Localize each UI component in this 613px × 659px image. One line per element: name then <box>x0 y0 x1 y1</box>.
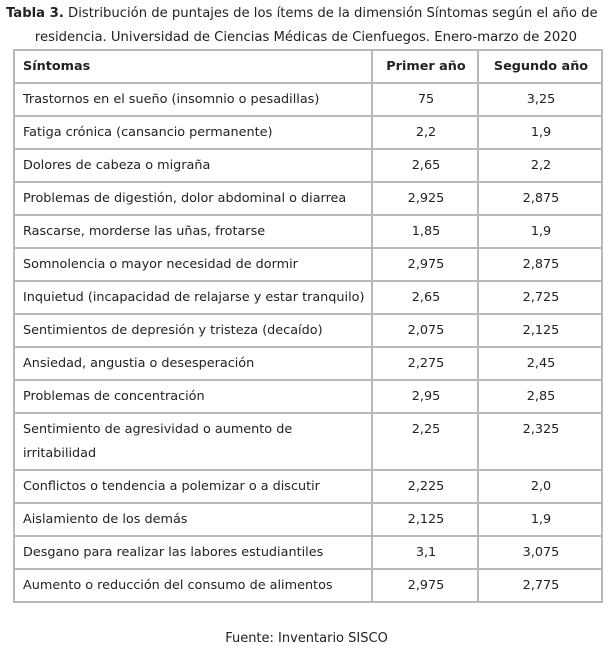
table-row <box>14 314 602 347</box>
symptom-cell: Sentimiento de agresividad o aumento de irritabilidad <box>14 413 372 470</box>
second-year-cell: 3,075 <box>478 536 602 569</box>
first-year-cell: 2,275 <box>372 347 478 380</box>
second-year-cell: 2,125 <box>478 314 602 347</box>
header-symptoms: Síntomas <box>14 50 372 83</box>
second-year-cell: 2,2 <box>478 149 602 182</box>
first-year-cell: 1,85 <box>372 215 478 248</box>
second-year-cell: 2,0 <box>478 470 602 503</box>
table-header-row <box>14 50 602 83</box>
table-row <box>14 215 602 248</box>
first-year-cell: 2,65 <box>372 149 478 182</box>
symptom-cell: Conflictos o tendencia a polemizar o a discutir <box>14 470 372 503</box>
first-year-cell: 2,65 <box>372 281 478 314</box>
symptom-cell: Fatiga crónica (cansancio permanente) <box>14 116 372 149</box>
table-row <box>14 248 602 281</box>
symptom-cell: Dolores de cabeza o migraña <box>14 149 372 182</box>
first-year-cell: 2,125 <box>372 503 478 536</box>
second-year-cell: 1,9 <box>478 215 602 248</box>
second-year-cell: 2,875 <box>478 182 602 215</box>
symptom-cell: Inquietud (incapacidad de relajarse y estar tranquilo) <box>14 281 372 314</box>
second-year-cell: 2,45 <box>478 347 602 380</box>
second-year-cell: 2,875 <box>478 248 602 281</box>
table-row <box>14 380 602 413</box>
first-year-cell: 2,95 <box>372 380 478 413</box>
second-year-cell: 2,85 <box>478 380 602 413</box>
table-row <box>14 503 602 536</box>
caption-text-line2: residencia. Universidad de Ciencias Médicas de Cienfuegos. Enero-marzo de 2020 <box>34 30 578 45</box>
second-year-cell: 1,9 <box>478 116 602 149</box>
second-year-cell: 3,25 <box>478 83 602 116</box>
first-year-cell: 3,1 <box>372 536 478 569</box>
symptom-cell: Ansiedad, angustia o desesperación <box>14 347 372 380</box>
caption-text-line1: Distribución de puntajes de los ítems de la dimensión Síntomas según el año de <box>68 6 598 21</box>
second-year-cell: 1,9 <box>478 503 602 536</box>
table-row <box>14 413 602 470</box>
second-year-cell: 2,325 <box>478 413 602 470</box>
second-year-cell: 2,775 <box>478 569 602 602</box>
symptom-cell: Problemas de concentración <box>14 380 372 413</box>
first-year-cell: 2,225 <box>372 470 478 503</box>
table-row <box>14 182 602 215</box>
symptom-cell: Problemas de digestión, dolor abdominal o diarrea <box>14 182 372 215</box>
table-row <box>14 536 602 569</box>
header-first-year: Primer año <box>372 50 478 83</box>
symptom-cell: Desgano para realizar las labores estudiantiles <box>14 536 372 569</box>
first-year-cell: 2,975 <box>372 569 478 602</box>
caption-label: Tabla 3. <box>6 6 64 21</box>
first-year-cell: 2,2 <box>372 116 478 149</box>
table-row <box>14 569 602 602</box>
symptom-cell: Aumento o reducción del consumo de alimentos <box>14 569 372 602</box>
first-year-cell: 2,925 <box>372 182 478 215</box>
table-row <box>14 470 602 503</box>
header-second-year: Segundo año <box>478 50 602 83</box>
table-row <box>14 347 602 380</box>
table-source-note: Fuente: Inventario SISCO <box>225 631 388 646</box>
symptoms-table <box>13 49 603 603</box>
table-row <box>14 149 602 182</box>
symptom-cell: Rascarse, morderse las uñas, frotarse <box>14 215 372 248</box>
symptom-cell: Somnolencia o mayor necesidad de dormir <box>14 248 372 281</box>
table-caption <box>6 2 606 50</box>
table-row <box>14 281 602 314</box>
symptom-cell: Aislamiento de los demás <box>14 503 372 536</box>
first-year-cell: 2,25 <box>372 413 478 470</box>
symptom-cell: Trastornos en el sueño (insomnio o pesadillas) <box>14 83 372 116</box>
table-row <box>14 116 602 149</box>
symptom-cell: Sentimientos de depresión y tristeza (decaído) <box>14 314 372 347</box>
second-year-cell: 2,725 <box>478 281 602 314</box>
first-year-cell: 2,975 <box>372 248 478 281</box>
first-year-cell: 2,075 <box>372 314 478 347</box>
first-year-cell: 75 <box>372 83 478 116</box>
table-row <box>14 83 602 116</box>
